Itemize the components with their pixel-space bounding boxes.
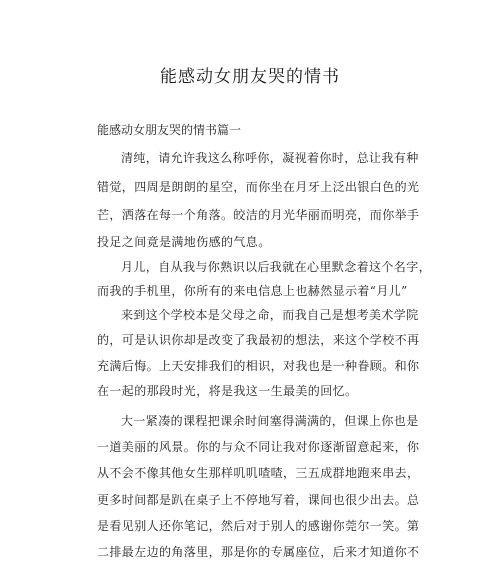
paragraph-line: 二排最左边的角落里，那是你的专属座位，后来才知道你不	[97, 545, 420, 559]
paragraph-line: 而我的手机里，你所有的来电信息上也赫然显示着“月儿”	[97, 284, 408, 298]
paragraph-line: 的，可是认识你却是改变了我最初的想法，来这个学校不再	[97, 333, 420, 347]
paragraph-line: 错觉，四周是朗朗的星空，而你坐在月牙上泛出银白色的光	[97, 180, 420, 194]
paragraph-line: 芒，洒落在每一个角落。皎洁的月光华丽而明亮，而你举手	[97, 208, 420, 222]
paragraph-line: 投足之间竟是满地伤感的气息。	[97, 235, 271, 249]
paragraph-line: 来到这个学校本是父母之命，而我自己是想考美术学院	[121, 308, 419, 322]
document-title: 能感动女朋友哭的情书	[160, 67, 340, 87]
paragraph-line: 清纯，请允许我这么称呼你，凝视着你时，总让我有种	[121, 151, 419, 165]
paragraph-line: 月儿，自从我与你熟识以后我就在心里默念着这个名字，	[121, 260, 432, 274]
paragraph-line: 更多时间都是趴在桌子上不停地写着，课间也很少出去。总	[97, 493, 420, 507]
paragraph-line: 一道美丽的风景。你的与众不同让我对你逐渐留意起来，你	[97, 440, 420, 454]
paragraph-line: 充满后悔。上天安排我们的相识，对我也是一种眷顾。和你	[97, 359, 420, 373]
paragraph-line: 在一起的那段时光，将是我这一生最美的回忆。	[97, 384, 358, 398]
section-heading: 能感动女朋友哭的情书篇一	[97, 123, 242, 137]
paragraph-line: 从不会不像其他女生那样叽叽喳喳，三五成群地跑来串去，	[97, 466, 420, 480]
paragraph-line: 大一紧凑的课程把课余时间塞得满满的，但课上你也是	[121, 414, 419, 428]
paragraph-line: 是看见别人还你笔记，然后对于别人的感谢你莞尔一笑。第	[97, 519, 420, 533]
